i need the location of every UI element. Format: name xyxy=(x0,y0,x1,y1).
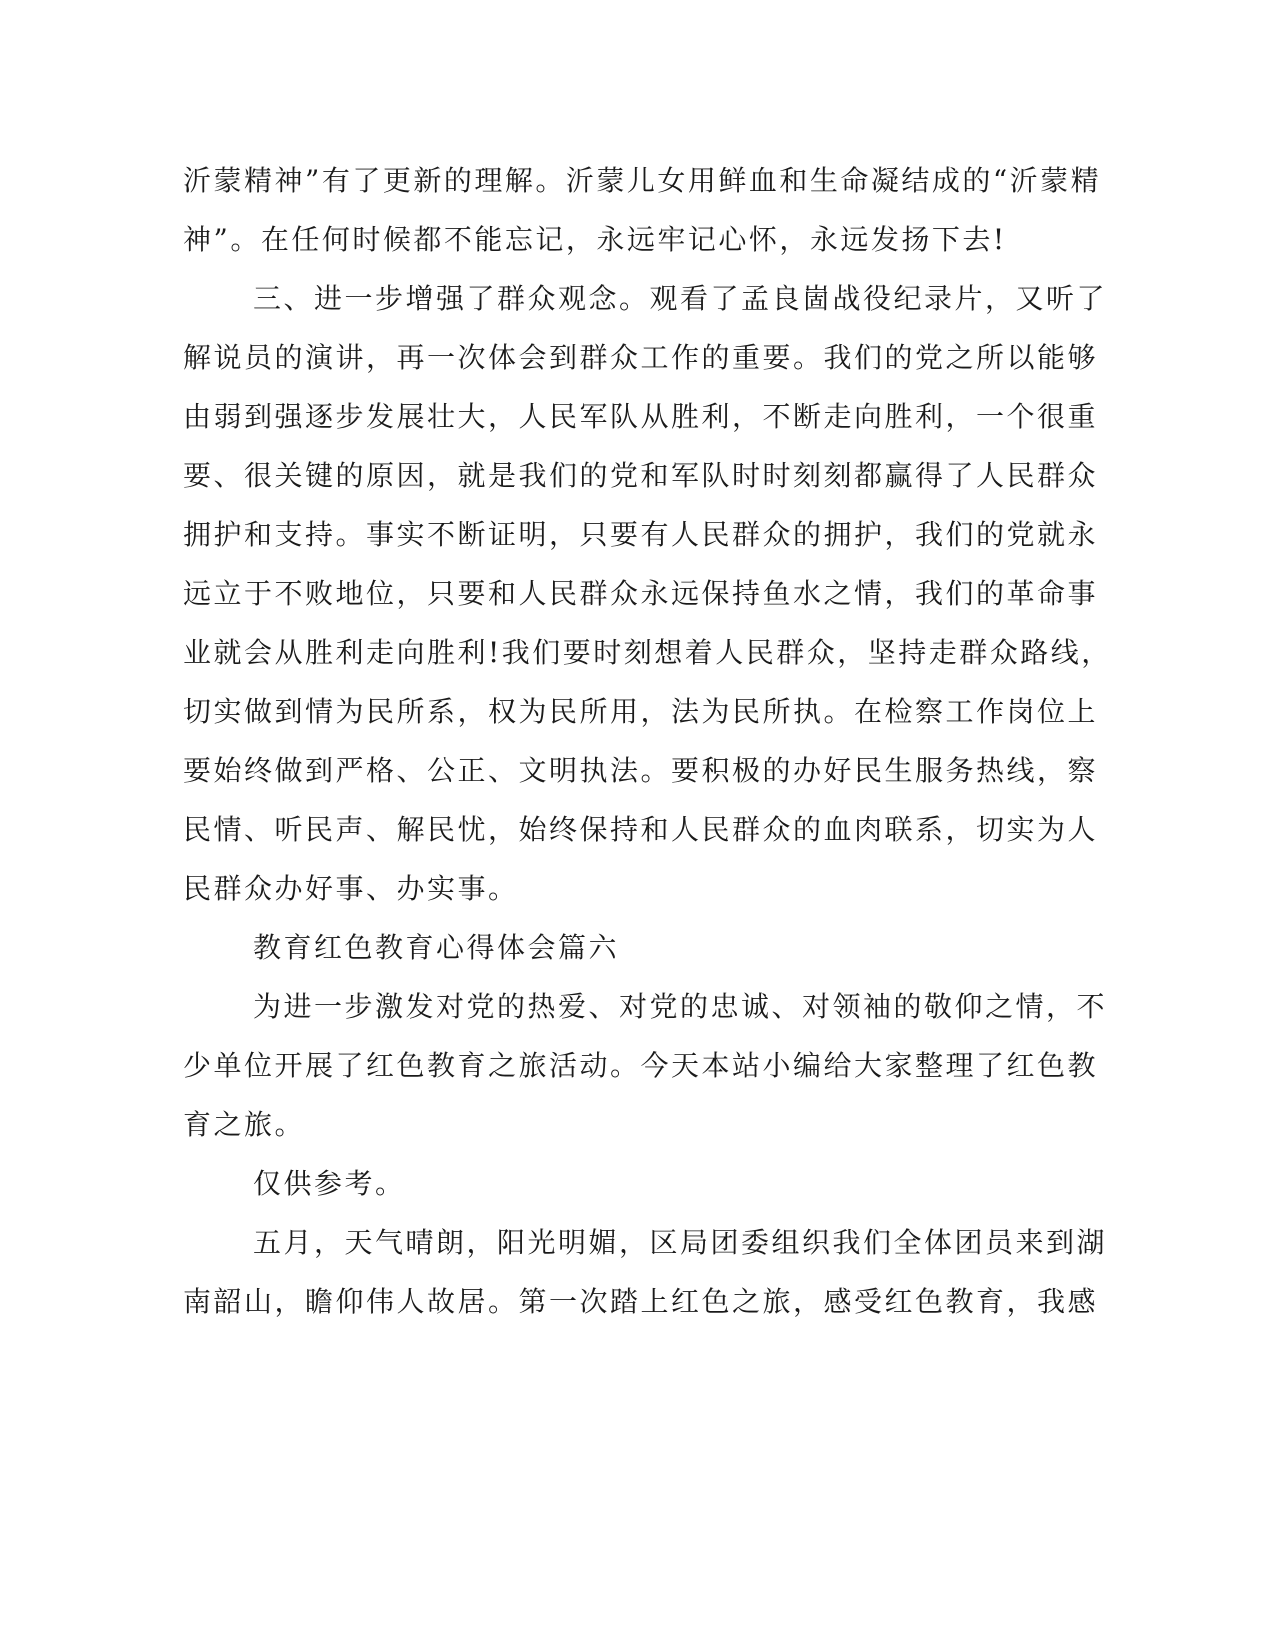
paragraph-start-line: 仅供参考。 xyxy=(253,1167,406,1200)
text-line: 要始终做到严格、公正、文明执法。要积极的办好民生服务热线，察 xyxy=(183,754,1099,787)
paragraph-start-line: 三、进一步增强了群众观念。观看了孟良崮战役纪录片，又听了 xyxy=(253,282,1108,315)
text-line: 沂蒙精神”有了更新的理解。沂蒙儿女用鲜血和生命凝结成的“沂蒙精 xyxy=(183,164,1102,197)
text-line: 切实做到情为民所系，权为民所用，法为民所执。在检察工作岗位上 xyxy=(183,695,1099,728)
text-line: 拥护和支持。事实不断证明，只要有人民群众的拥护，我们的党就永 xyxy=(183,518,1099,551)
text-line: 远立于不败地位，只要和人民群众永远保持鱼水之情，我们的革命事 xyxy=(183,577,1099,610)
text-line: 解说员的演讲，再一次体会到群众工作的重要。我们的党之所以能够 xyxy=(183,341,1099,374)
text-line: 少单位开展了红色教育之旅活动。今天本站小编给大家整理了红色教 xyxy=(183,1049,1099,1082)
paragraph-start-line: 为进一步激发对党的热爱、对党的忠诚、对领袖的敬仰之情，不 xyxy=(253,990,1108,1023)
section-heading: 教育红色教育心得体会篇六 xyxy=(253,931,620,964)
text-line: 由弱到强逐步发展壮大，人民军队从胜利，不断走向胜利，一个很重 xyxy=(183,400,1099,433)
text-line: 育之旅。 xyxy=(183,1108,306,1141)
text-line: 业就会从胜利走向胜利!我们要时刻想着人民群众，坚持走群众路线， xyxy=(183,636,1112,669)
text-line: 神”。在任何时候都不能忘记，永远牢记心怀，永远发扬下去! xyxy=(183,223,1007,256)
paragraph-start-line: 五月，天气晴朗，阳光明媚，区局团委组织我们全体团员来到湖 xyxy=(253,1226,1108,1259)
text-line: 南韶山，瞻仰伟人故居。第一次踏上红色之旅，感受红色教育，我感 xyxy=(183,1285,1099,1318)
text-line: 民情、听民声、解民忧，始终保持和人民群众的血肉联系，切实为人 xyxy=(183,813,1099,846)
text-line: 民群众办好事、办实事。 xyxy=(183,872,519,905)
text-line: 要、很关键的原因，就是我们的党和军队时时刻刻都赢得了人民群众 xyxy=(183,459,1099,492)
